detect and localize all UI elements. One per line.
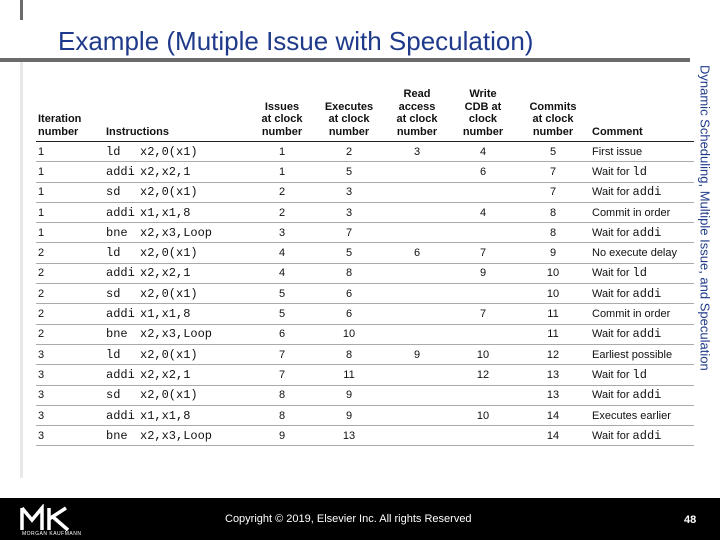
instruction-operands: x1,x1,8	[140, 307, 191, 322]
cell-write-cdb: 6	[450, 162, 516, 182]
header-comment	[590, 84, 694, 142]
cell-read-access: 3	[384, 142, 450, 162]
table-row	[36, 284, 694, 304]
cell-read-access	[384, 202, 450, 222]
table-row	[36, 324, 694, 344]
comment-text: Wait for	[592, 267, 633, 280]
instruction-opcode: bne	[106, 327, 128, 342]
instruction-opcode: sd	[106, 286, 121, 301]
comment-instruction: addi	[632, 327, 662, 342]
instruction-operands: x2,0(x1)	[140, 286, 198, 301]
cell-comment	[590, 385, 694, 405]
cell-commit: 13	[516, 365, 590, 385]
cell-iteration: 1	[36, 182, 104, 202]
table-row	[36, 202, 694, 222]
header-line: Comment	[592, 125, 643, 138]
cell-issue: 4	[250, 263, 314, 283]
cell-comment	[590, 405, 694, 425]
instruction-operands: x1,x1,8	[140, 205, 191, 220]
instruction-opcode: ld	[106, 347, 121, 362]
instruction-opcode: sd	[106, 388, 121, 403]
cell-commit: 13	[516, 385, 590, 405]
cell-write-cdb	[450, 385, 516, 405]
comment-text: Wait for	[592, 226, 633, 239]
cell-instruction	[104, 243, 250, 263]
header-executes	[314, 84, 384, 142]
cell-comment	[590, 304, 694, 324]
instruction-opcode: ld	[106, 246, 121, 261]
header-line: at clock	[328, 113, 370, 125]
cell-write-cdb	[450, 284, 516, 304]
cell-comment	[590, 365, 694, 385]
cell-execute: 8	[314, 344, 384, 364]
title-underline	[0, 58, 690, 62]
header-line: CDB at	[464, 100, 502, 113]
cell-commit: 8	[516, 223, 590, 243]
table-body	[36, 142, 694, 446]
comment-text: First issue	[592, 145, 643, 158]
cell-commit: 14	[516, 426, 590, 446]
cell-iteration: 2	[36, 304, 104, 324]
cell-execute: 9	[314, 405, 384, 425]
cell-execute: 9	[314, 385, 384, 405]
logo-caption: MORGAN KAUFMANN	[22, 531, 82, 537]
cell-instruction	[104, 405, 250, 425]
cell-iteration: 1	[36, 162, 104, 182]
cell-commit: 14	[516, 405, 590, 425]
cell-write-cdb: 12	[450, 365, 516, 385]
instruction-opcode: addi	[106, 367, 135, 382]
cell-read-access	[384, 304, 450, 324]
cell-issue: 5	[250, 284, 314, 304]
comment-text: Wait for	[592, 186, 633, 199]
cell-iteration: 3	[36, 405, 104, 425]
comment-text: Commit in order	[592, 206, 671, 219]
header-line: number	[38, 125, 79, 138]
header-commits	[516, 84, 590, 142]
table-row	[36, 385, 694, 405]
table-row	[36, 365, 694, 385]
cell-issue: 1	[250, 142, 314, 162]
comment-text: No execute delay	[592, 247, 677, 260]
comment-text: Wait for	[592, 328, 633, 341]
cell-comment	[590, 162, 694, 182]
comment-text: Wait for	[592, 368, 633, 381]
cell-instruction	[104, 202, 250, 222]
footer-bar	[0, 498, 720, 540]
instruction-operands: x2,0(x1)	[140, 388, 198, 403]
cell-instruction	[104, 344, 250, 364]
cell-issue: 5	[250, 304, 314, 324]
cell-iteration: 3	[36, 344, 104, 364]
comment-text: Commit in order	[592, 308, 671, 321]
title-accent-vertical	[20, 0, 23, 20]
header-line: Issues	[264, 100, 300, 113]
cell-comment	[590, 263, 694, 283]
cell-execute: 7	[314, 223, 384, 243]
cell-comment	[590, 223, 694, 243]
cell-commit: 10	[516, 263, 590, 283]
cell-iteration: 3	[36, 426, 104, 446]
cell-write-cdb	[450, 182, 516, 202]
header-iteration	[36, 84, 104, 142]
copyright-text: Copyright © 2019, Elsevier Inc. All rights Reserved	[225, 513, 472, 525]
comment-instruction: addi	[632, 225, 662, 240]
cell-comment	[590, 344, 694, 364]
cell-comment	[590, 426, 694, 446]
cell-write-cdb: 7	[450, 304, 516, 324]
instruction-opcode: ld	[106, 144, 121, 159]
instruction-opcode: addi	[106, 408, 135, 423]
header-line: Read	[403, 88, 431, 100]
comment-instruction: ld	[632, 164, 647, 179]
header-line: at clock	[261, 113, 303, 125]
cell-instruction	[104, 223, 250, 243]
instruction-operands: x2,x2,1	[140, 164, 191, 179]
header-read-access	[384, 84, 450, 142]
table-row	[36, 304, 694, 324]
instruction-operands: x2,x3,Loop	[140, 428, 213, 443]
cell-commit: 11	[516, 324, 590, 344]
cell-instruction	[104, 263, 250, 283]
table-row	[36, 263, 694, 283]
cell-write-cdb: 7	[450, 243, 516, 263]
cell-write-cdb: 10	[450, 405, 516, 425]
cell-write-cdb	[450, 426, 516, 446]
comment-text: Earliest possible	[592, 348, 673, 361]
table-row	[36, 405, 694, 425]
table-row	[36, 344, 694, 364]
cell-commit: 10	[516, 284, 590, 304]
cell-iteration: 1	[36, 223, 104, 243]
cell-instruction	[104, 284, 250, 304]
cell-comment	[590, 284, 694, 304]
cell-iteration: 2	[36, 284, 104, 304]
comment-instruction: addi	[632, 185, 662, 200]
cell-write-cdb: 9	[450, 263, 516, 283]
cell-write-cdb	[450, 223, 516, 243]
header-write-cdb	[450, 84, 516, 142]
cell-commit: 7	[516, 162, 590, 182]
page-number: 48	[684, 514, 697, 526]
instruction-opcode: addi	[106, 307, 135, 322]
cell-read-access	[384, 324, 450, 344]
instruction-operands: x2,x2,1	[140, 367, 191, 382]
cell-iteration: 2	[36, 243, 104, 263]
cell-read-access	[384, 223, 450, 243]
cell-execute: 5	[314, 162, 384, 182]
comment-instruction: ld	[632, 266, 647, 281]
table-row	[36, 426, 694, 446]
cell-issue: 1	[250, 162, 314, 182]
cell-read-access	[384, 385, 450, 405]
header-line: at clock	[532, 113, 574, 125]
cell-issue: 8	[250, 385, 314, 405]
cell-read-access	[384, 426, 450, 446]
cell-issue: 2	[250, 182, 314, 202]
header-line: Instructions	[106, 125, 169, 138]
instruction-opcode: sd	[106, 185, 121, 200]
cell-instruction	[104, 426, 250, 446]
instruction-operands: x2,x3,Loop	[140, 327, 213, 342]
comment-instruction: addi	[632, 428, 662, 443]
cell-read-access	[384, 182, 450, 202]
cell-read-access	[384, 162, 450, 182]
cell-issue: 2	[250, 202, 314, 222]
comment-instruction: addi	[632, 286, 662, 301]
table-row	[36, 182, 694, 202]
cell-write-cdb: 4	[450, 142, 516, 162]
cell-execute: 3	[314, 182, 384, 202]
cell-comment	[590, 182, 694, 202]
instruction-operands: x2,0(x1)	[140, 246, 198, 261]
cell-write-cdb	[450, 324, 516, 344]
cell-execute: 13	[314, 426, 384, 446]
cell-issue: 4	[250, 243, 314, 263]
cell-read-access	[384, 365, 450, 385]
cell-iteration: 1	[36, 202, 104, 222]
instruction-operands: x1,x1,8	[140, 408, 191, 423]
instruction-opcode: bne	[106, 225, 128, 240]
cell-issue: 7	[250, 365, 314, 385]
cell-read-access: 6	[384, 243, 450, 263]
cell-read-access	[384, 263, 450, 283]
header-line: Iteration	[38, 113, 82, 125]
comment-instruction: addi	[632, 388, 662, 403]
header-line: Write	[469, 88, 497, 100]
cell-issue: 6	[250, 324, 314, 344]
cell-commit: 8	[516, 202, 590, 222]
header-line: number	[532, 125, 574, 138]
cell-commit: 7	[516, 182, 590, 202]
cell-read-access	[384, 284, 450, 304]
cell-execute: 11	[314, 365, 384, 385]
header-line: number	[462, 125, 504, 138]
cell-commit: 12	[516, 344, 590, 364]
cell-execute: 5	[314, 243, 384, 263]
cell-write-cdb: 10	[450, 344, 516, 364]
cell-iteration: 1	[36, 142, 104, 162]
cell-instruction	[104, 324, 250, 344]
cell-instruction	[104, 182, 250, 202]
side-title: Dynamic Scheduling, Multiple Issue, and Speculation	[697, 65, 713, 371]
table-row	[36, 243, 694, 263]
cell-instruction	[104, 142, 250, 162]
slide-title: Example (Mutiple Issue with Speculation)	[58, 26, 534, 56]
speculation-table	[36, 84, 694, 446]
table-row	[36, 223, 694, 243]
cell-iteration: 2	[36, 324, 104, 344]
cell-iteration: 3	[36, 365, 104, 385]
cell-issue: 7	[250, 344, 314, 364]
table-row	[36, 162, 694, 182]
comment-text: Wait for	[592, 389, 633, 402]
comment-instruction: ld	[632, 367, 647, 382]
instruction-operands: x2,0(x1)	[140, 144, 198, 159]
cell-execute: 8	[314, 263, 384, 283]
cell-execute: 6	[314, 304, 384, 324]
cell-execute: 10	[314, 324, 384, 344]
cell-commit: 11	[516, 304, 590, 324]
cell-execute: 3	[314, 202, 384, 222]
instruction-operands: x2,0(x1)	[140, 347, 198, 362]
header-line: number	[396, 125, 438, 138]
cell-instruction	[104, 304, 250, 324]
cell-read-access: 9	[384, 344, 450, 364]
content-accent-vertical	[20, 58, 23, 478]
header-line: Executes	[324, 100, 374, 113]
instruction-opcode: bne	[106, 428, 128, 443]
header-line: at clock	[396, 113, 438, 125]
cell-comment	[590, 324, 694, 344]
table-row	[36, 142, 694, 162]
cell-iteration: 3	[36, 385, 104, 405]
cell-issue: 9	[250, 426, 314, 446]
instruction-operands: x2,x3,Loop	[140, 225, 213, 240]
instruction-opcode: addi	[106, 164, 135, 179]
cell-instruction	[104, 162, 250, 182]
table-header-row	[36, 84, 694, 142]
header-line: number	[328, 125, 370, 138]
cell-issue: 3	[250, 223, 314, 243]
instruction-opcode: addi	[106, 205, 135, 220]
side-title-container	[690, 0, 720, 436]
header-line: clock	[468, 113, 498, 125]
cell-comment	[590, 202, 694, 222]
cell-comment	[590, 243, 694, 263]
comment-text: Wait for	[592, 287, 633, 300]
cell-commit: 5	[516, 142, 590, 162]
comment-text: Wait for	[592, 429, 633, 442]
cell-write-cdb: 4	[450, 202, 516, 222]
header-line: number	[261, 125, 303, 138]
header-line: Commits	[529, 100, 577, 113]
cell-iteration: 2	[36, 263, 104, 283]
instruction-operands: x2,x2,1	[140, 266, 191, 281]
comment-text: Executes earlier	[592, 409, 671, 422]
cell-instruction	[104, 365, 250, 385]
cell-read-access	[384, 405, 450, 425]
header-instructions	[104, 84, 250, 142]
header-issues	[250, 84, 314, 142]
cell-instruction	[104, 385, 250, 405]
cell-issue: 8	[250, 405, 314, 425]
comment-text: Wait for	[592, 165, 633, 178]
header-line: access	[398, 100, 436, 113]
cell-execute: 2	[314, 142, 384, 162]
cell-comment	[590, 142, 694, 162]
cell-execute: 6	[314, 284, 384, 304]
cell-commit: 9	[516, 243, 590, 263]
instruction-operands: x2,0(x1)	[140, 185, 198, 200]
instruction-opcode: addi	[106, 266, 135, 281]
